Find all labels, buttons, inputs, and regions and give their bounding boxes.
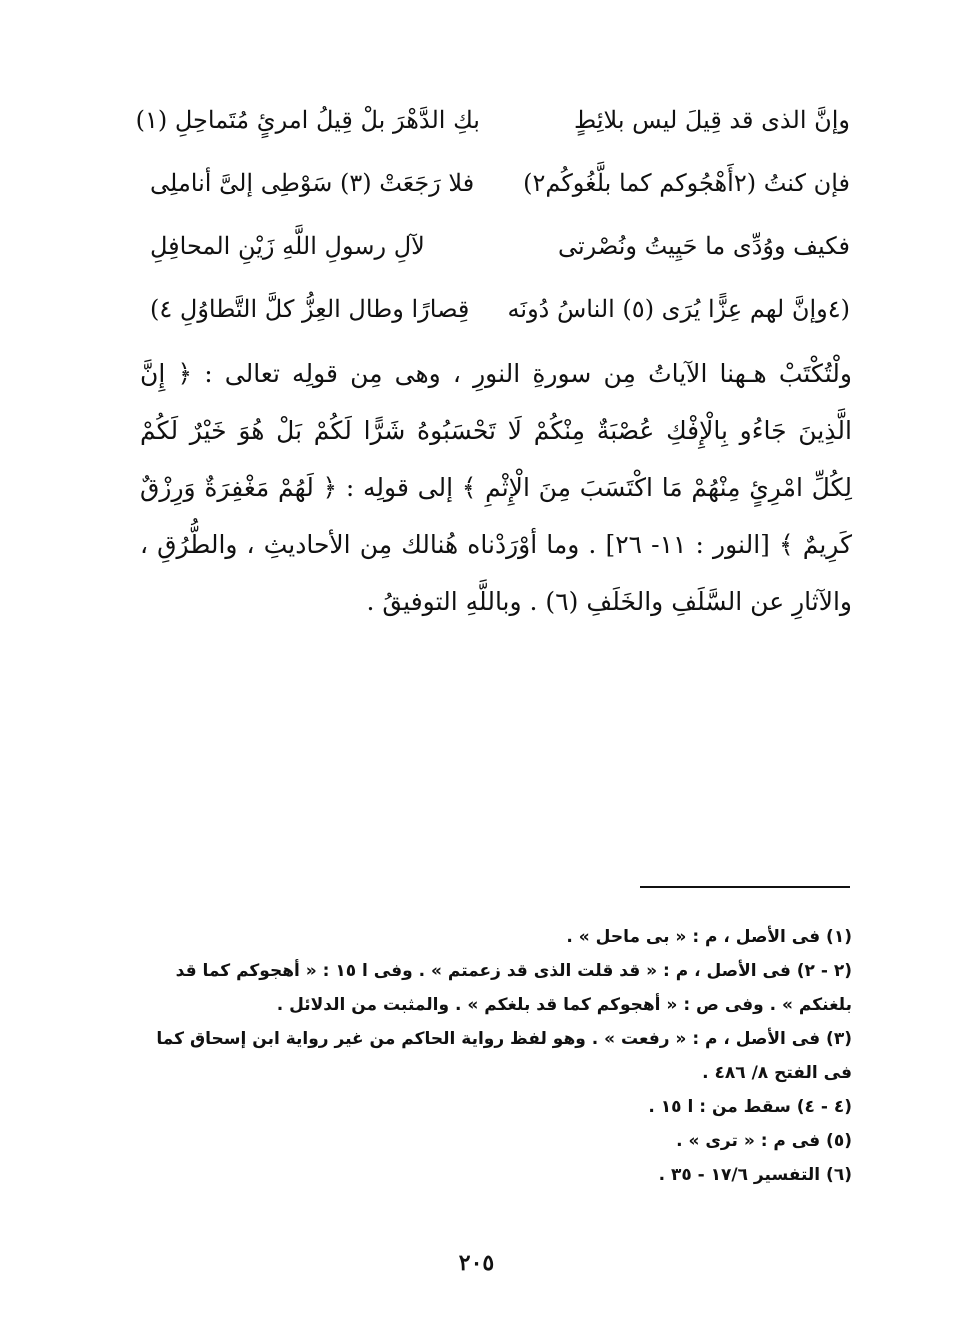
verse-first-hemistich: فكيف ووُدِّى ما حَيِيتُ ونُصْرتى [557,231,850,260]
footnote: (٤ - ٤) سقط من : ا ١٥ . [648,1097,852,1117]
verse-second-hemistich: قِصارًا وطال العِزُّ كلَّ التَّطاوُلِ ٤) [150,294,470,323]
body-text [140,345,852,630]
verse-line [135,88,850,151]
verse-first-hemistich: (٤وإنَّ لهم عِزًّا يُرَى (٥) الناسُ دُونَه [507,294,850,323]
footnote: (٢ - ٢) فى الأصل ، م : « قد قلت الذى قد زعمتم » . وفى ا ١٥ : « أهجوكم كما قد بلغنكم » . وفى ص : « أهجوكم كما قد بلغكم » . والمثبت من الدلائل . [175,961,852,1015]
verse-line [150,277,850,340]
verse-second-hemistich: بكِ الدَّهْرَ بلْ قِيلُ امرئٍ مُتَماحِلِ (١) [135,105,480,134]
verse-line [150,214,850,277]
verse-line [150,151,850,214]
footnote: (٦) التفسير ١٧/٦ - ٣٥ . [658,1165,852,1185]
page-number: ٢٠٥ [458,1250,495,1276]
poem-verses [135,88,850,340]
footnote: (١) فى الأصل ، م : « بى ماحل » . [566,927,852,947]
footnote: (٥) فى م : « ترى » . [676,1131,852,1151]
verse-first-hemistich: فإن كنتُ (٢أَهْجُوكم كما بلَّغُوكُم٢) [523,168,850,197]
verse-first-hemistich: وإنَّ الذى قد قِيلَ ليس بلائِطٍ [574,105,850,134]
footnotes [140,920,852,1192]
footnote-divider [640,886,850,888]
footnote: (٣) فى الأصل ، م : « رفعت » . وهو لفظ رواية الحاكم من غير رواية ابن إسحاق كما فى الفتح ٨/ ٤٨٦ . [156,1029,852,1083]
verse-second-hemistich: فلا رَجَعَتْ (٣) سَوْطِى إلىَّ أناملِى [150,168,475,197]
verse-second-hemistich: لآلِ رسولِ اللَّهِ زَيْنِ المحافِلِ [150,231,425,260]
body-paragraph: ولْتُكْتَبْ هـهنا الآياتُ مِن سورةِ النورِ ، وهى مِن قولِه تعالى : ﴿ إِنَّ الَّذِينَ جَاءُو بِالْإِفْكِ عُصْبَةٌ مِنْكُمْ لَا تَحْسَبُوهُ شَرًّا لَكُمْ بَلْ هُوَ خَيْرٌ لَكُمْ لِكُلِّ امْرِئٍ مِنْهُمْ مَا اكْتَسَبَ مِنَ الْإِثْمِ ﴾ إلى قولِه : ﴿ لَهُمْ مَغْفِرَةٌ وَرِزْقٌ كَرِيمٌ ﴾ [النور : ١١- ٢٦] . وما أوْرَدْناه هُنالك مِن الأحاديثِ ، والطُّرُقِ ، والآثارِ عن السَّلَفِ والخَلَفِ (٦) . وباللَّهِ التوفيقُ . [140,359,852,616]
